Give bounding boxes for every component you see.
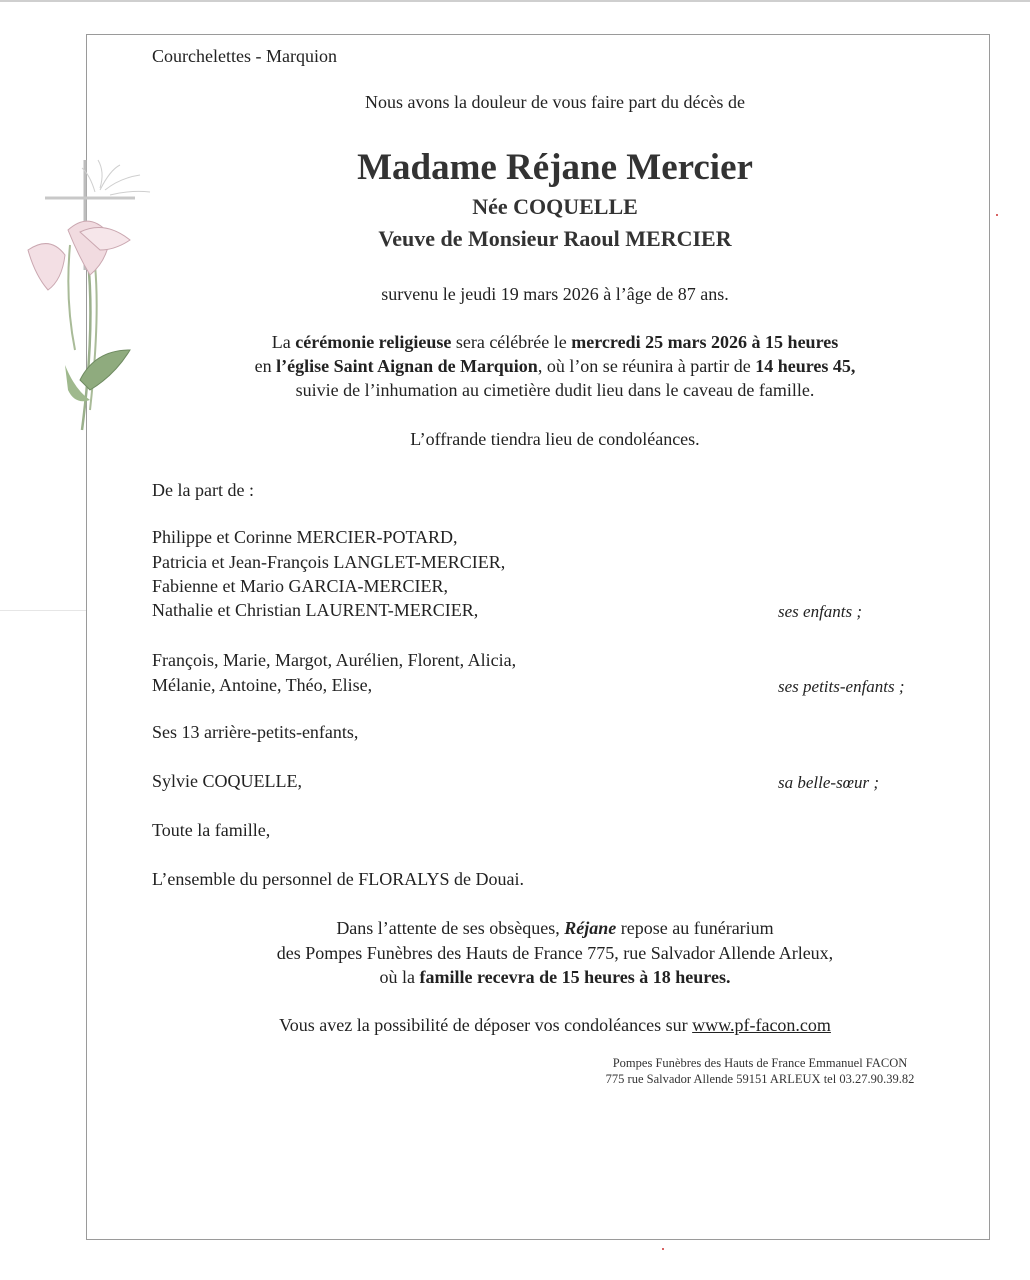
death-date: survenu le jeudi 19 mars 2026 à l’âge de 87 ans. [381,284,729,304]
repose-line-2: des Pompes Funèbres des Hauts de France 775, rue Salvador Allende Arleux, [276,943,834,963]
intro-text: Nous avons la douleur de vous faire part du décès de [365,92,745,112]
children-role: ses enfants ; [778,602,863,621]
fold-line [0,610,86,611]
lily-cross-illustration [20,150,170,440]
maiden-name: Née COQUELLE [472,194,638,219]
ceremony-line-1: La cérémonie religieuse sera célébrée le mercredi 25 mars 2026 à 15 heures [271,332,839,352]
from-label: De la part de : [152,480,254,500]
page-top-edge [0,0,1030,2]
village-names: Courchelettes - Marquion [152,46,337,66]
whole-family: Toute la famille, [152,820,271,840]
child-3: Fabienne et Mario GARCIA-MERCIER, [152,576,448,596]
staff-line: L’ensemble du personnel de FLORALYS de Douai. [152,869,524,889]
repose-line-1: Dans l’attente de ses obsèques, Réjane repose au funérarium [336,918,774,938]
deceased-name: Madame Réjane Mercier [357,147,753,188]
child-1: Philippe et Corinne MERCIER-POTARD, [152,527,458,547]
footer-line-2: 775 rue Salvador Allende 59151 ARLEUX tel 03.27.90.39.82 [605,1072,915,1086]
footer-line-1: Pompes Funèbres des Hauts de France Emmanuel FACON [612,1056,908,1070]
sister-in-law: Sylvie COQUELLE, [152,771,302,791]
grandchildren-1: François, Marie, Margot, Aurélien, Florent, Alicia, [152,650,517,670]
grandchildren-2: Mélanie, Antoine, Théo, Elise, [152,675,373,695]
ceremony-line-3: suivie de l’inhumation au cimetière dudit lieu dans le caveau de famille. [295,380,815,400]
offering-note: L’offrande tiendra lieu de condoléances. [410,429,700,449]
child-4: Nathalie et Christian LAURENT-MERCIER, [152,600,479,620]
condolences-link[interactable]: www.pf-facon.com [692,1015,831,1035]
child-2: Patricia et Jean-François LANGLET-MERCIER, [152,552,506,572]
scan-speck [996,214,998,216]
condolences-line: Vous avez la possibilité de déposer vos condoléances sur www.pf-facon.com [279,1015,831,1035]
grandchildren-role: ses petits-enfants ; [778,677,905,696]
ceremony-line-2: en l’église Saint Aignan de Marquion, où l’on se réunira à partir de 14 heures 45, [254,356,856,376]
scan-speck [662,1248,664,1250]
sister-in-law-role: sa belle-sœur ; [778,773,880,792]
great-grandchildren: Ses 13 arrière-petits-enfants, [152,722,359,742]
widow-of: Veuve de Monsieur Raoul MERCIER [378,226,732,251]
repose-line-3: où la famille recevra de 15 heures à 18 heures. [379,967,731,987]
